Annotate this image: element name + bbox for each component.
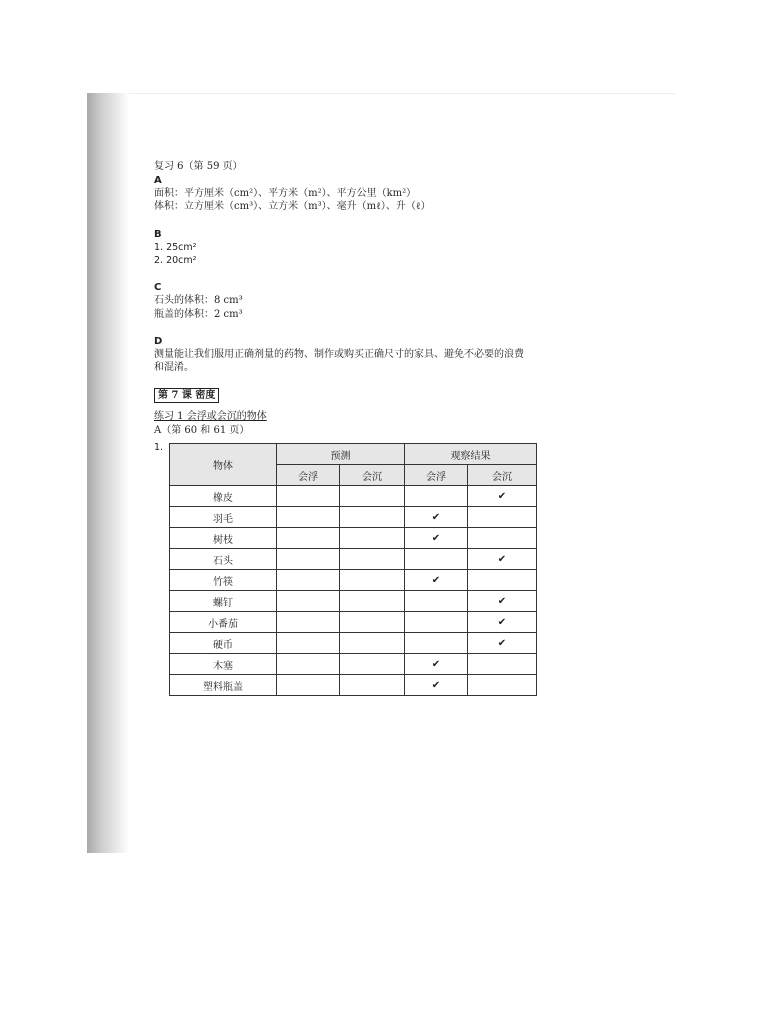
section-a-label: A xyxy=(154,175,162,186)
predict-float-cell xyxy=(277,570,340,591)
result-float-cell xyxy=(405,486,468,507)
object-name: 螺钉 xyxy=(170,591,277,612)
result-sink-cell xyxy=(468,570,537,591)
table-row xyxy=(170,633,537,654)
answer-d-line2: 和混淆。 xyxy=(154,362,194,373)
predict-float-cell xyxy=(277,633,340,654)
result-sink-cell: ✔ xyxy=(468,486,537,507)
answer-b2: 2. 20cm² xyxy=(154,255,197,266)
predict-float-cell xyxy=(277,486,340,507)
predict-float-cell xyxy=(277,549,340,570)
object-name: 竹筷 xyxy=(170,570,277,591)
area-units-line: 面积：平方厘米（cm²）、平方米（m²）、平方公里（km²） xyxy=(154,188,417,199)
result-float-cell: ✔ xyxy=(405,654,468,675)
predict-float-cell xyxy=(277,675,340,696)
predict-float-cell xyxy=(277,591,340,612)
result-sink-cell xyxy=(468,654,537,675)
table-row xyxy=(170,570,537,591)
answer-b1: 1. 25cm² xyxy=(154,242,197,253)
stone-volume-line: 石头的体积：8 cm³ xyxy=(154,295,243,306)
predict-float-cell xyxy=(277,654,340,675)
header-observation: 观察结果 xyxy=(405,444,537,465)
predict-sink-cell xyxy=(340,486,405,507)
object-name: 石头 xyxy=(170,549,277,570)
subheader-result-sink: 会沉 xyxy=(468,465,537,486)
result-sink-cell: ✔ xyxy=(468,633,537,654)
exercise-title: 练习 1 会浮或会沉的物体 xyxy=(154,411,267,422)
section-a-pages: A（第 60 和 61 页） xyxy=(154,425,250,436)
table-row xyxy=(170,486,537,507)
volume-units-line: 体积：立方厘米（cm³）、立方米（m³）、毫升（mℓ）、升（ℓ） xyxy=(154,201,431,212)
object-name: 橡皮 xyxy=(170,486,277,507)
result-float-cell: ✔ xyxy=(405,570,468,591)
result-sink-cell: ✔ xyxy=(468,612,537,633)
object-name: 小番茄 xyxy=(170,612,277,633)
subheader-predict-float: 会浮 xyxy=(277,465,340,486)
predict-sink-cell xyxy=(340,570,405,591)
result-sink-cell xyxy=(468,507,537,528)
header-object: 物体 xyxy=(170,444,277,486)
predict-float-cell xyxy=(277,612,340,633)
scan-binding-shadow xyxy=(87,93,129,853)
result-float-cell: ✔ xyxy=(405,675,468,696)
result-float-cell: ✔ xyxy=(405,528,468,549)
lesson-title: 第 7 课 密度 xyxy=(154,388,219,403)
result-sink-cell xyxy=(468,675,537,696)
predict-sink-cell xyxy=(340,675,405,696)
object-name: 树枝 xyxy=(170,528,277,549)
predict-sink-cell xyxy=(340,507,405,528)
object-name: 木塞 xyxy=(170,654,277,675)
float-sink-table xyxy=(169,443,537,696)
result-float-cell xyxy=(405,633,468,654)
subheader-predict-sink: 会沉 xyxy=(340,465,405,486)
result-sink-cell: ✔ xyxy=(468,549,537,570)
table-row xyxy=(170,654,537,675)
result-sink-cell xyxy=(468,528,537,549)
predict-sink-cell xyxy=(340,654,405,675)
table-row xyxy=(170,549,537,570)
result-float-cell xyxy=(405,549,468,570)
review-heading: 复习 6（第 59 页） xyxy=(154,161,243,172)
predict-float-cell xyxy=(277,507,340,528)
cap-volume-line: 瓶盖的体积：2 cm³ xyxy=(154,309,243,320)
answer-d-line1: 测量能让我们服用正确剂量的药物、制作或购买正确尺寸的家具、避免不必要的浪费 xyxy=(154,349,524,360)
predict-sink-cell xyxy=(340,633,405,654)
result-float-cell: ✔ xyxy=(405,507,468,528)
object-name: 羽毛 xyxy=(170,507,277,528)
result-sink-cell: ✔ xyxy=(468,591,537,612)
table-row xyxy=(170,612,537,633)
table-row xyxy=(170,507,537,528)
result-float-cell xyxy=(405,612,468,633)
header-prediction: 预测 xyxy=(277,444,405,465)
predict-sink-cell xyxy=(340,549,405,570)
object-name: 塑料瓶盖 xyxy=(170,675,277,696)
table-body xyxy=(170,486,537,696)
predict-sink-cell xyxy=(340,528,405,549)
predict-sink-cell xyxy=(340,612,405,633)
table-row xyxy=(170,591,537,612)
subheader-result-float: 会浮 xyxy=(405,465,468,486)
section-c-label: C xyxy=(154,282,162,293)
predict-float-cell xyxy=(277,528,340,549)
section-d-label: D xyxy=(154,336,163,347)
section-b-label: B xyxy=(154,229,162,240)
object-name: 硬币 xyxy=(170,633,277,654)
table-row xyxy=(170,675,537,696)
table-row xyxy=(170,528,537,549)
question-number: 1. xyxy=(154,442,164,453)
predict-sink-cell xyxy=(340,591,405,612)
result-float-cell xyxy=(405,591,468,612)
